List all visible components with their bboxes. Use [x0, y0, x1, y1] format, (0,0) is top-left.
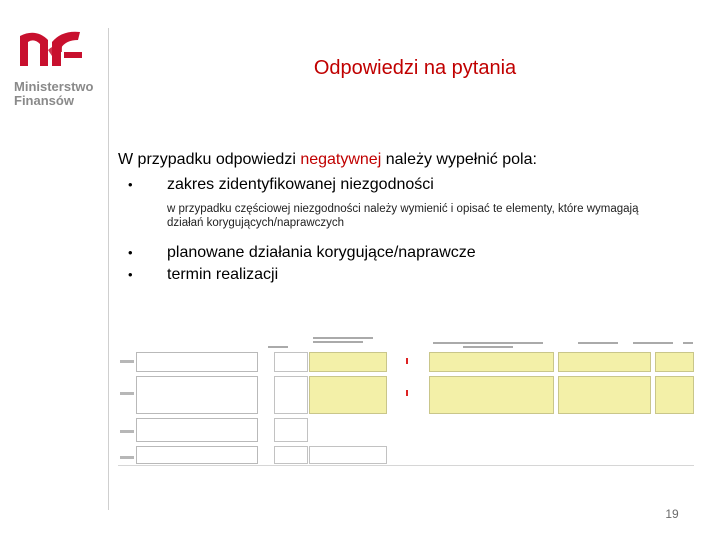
sheet-answer-cell: [274, 446, 308, 464]
sheet-red-marker: [406, 390, 408, 396]
bullet-dot-icon: •: [128, 177, 133, 192]
sheet-answer-cell: [274, 352, 308, 372]
lead-text-before: W przypadku odpowiedzi: [118, 151, 301, 168]
sheet-yellow-cell: [309, 352, 387, 372]
sheet-header-text: [578, 342, 618, 344]
bullet-item: [118, 264, 698, 286]
bullet-dot-icon: •: [128, 245, 133, 260]
sheet-question-cell: [136, 376, 258, 414]
sheet-header-text: [313, 341, 363, 343]
sheet-gridline: [118, 465, 694, 466]
bullet-item: [118, 242, 698, 264]
sheet-question-cell: [136, 446, 258, 464]
bullet-dot-icon: •: [128, 267, 133, 282]
sheet-answer-cell: [274, 418, 308, 442]
logo-mark-icon: [18, 28, 88, 68]
sheet-yellow-cell: [429, 352, 554, 372]
bullet-text: zakres zidentyfikowanej niezgodności: [167, 176, 434, 193]
sheet-header-text: [683, 342, 693, 344]
sheet-header-text: [633, 342, 673, 344]
sheet-red-marker: [406, 358, 408, 364]
sheet-answer-cell: [274, 376, 308, 414]
spreadsheet-screenshot: [118, 332, 694, 466]
logo-text-line1: Ministerstwo: [14, 79, 94, 94]
lead-text-emphasis: negatywnej: [300, 151, 382, 168]
sheet-header-text: [433, 342, 543, 344]
sheet-yellow-cell: [558, 352, 651, 372]
sheet-header-text: [463, 346, 513, 348]
sheet-row-label: [120, 392, 134, 395]
sheet-yellow-cell: [655, 376, 694, 414]
sheet-question-cell: [136, 352, 258, 372]
logo-text-line2: Finansów: [14, 93, 74, 108]
page-title: Odpowiedzi na pytania: [313, 57, 517, 79]
page-number: 19: [665, 507, 679, 521]
bullet-text: termin realizacji: [167, 266, 279, 283]
sheet-row-label: [120, 360, 134, 363]
bullet-text: planowane działania korygujące/naprawcze: [167, 244, 476, 261]
lead-text-after: należy wypełnić pola:: [381, 151, 537, 168]
vertical-divider: [108, 28, 109, 510]
sheet-text-cell: [309, 446, 387, 464]
sheet-row-label: [120, 456, 134, 459]
sub-note: w przypadku częściowej niezgodności należy wymienić i opisać te elementy, które wymagają działań korygujących/naprawczych: [167, 203, 639, 229]
ministry-logo: [14, 28, 98, 110]
lead-text: [118, 150, 698, 170]
sheet-yellow-cell: [429, 376, 554, 414]
sheet-header-text: [268, 346, 288, 348]
sheet-yellow-cell: [309, 376, 387, 414]
sheet-header-text: [313, 337, 373, 339]
bullet-item: [118, 174, 698, 196]
slide-content: [118, 150, 698, 286]
sheet-yellow-cell: [655, 352, 694, 372]
sheet-row-label: [120, 430, 134, 433]
sheet-yellow-cell: [558, 376, 651, 414]
sheet-question-cell: [136, 418, 258, 442]
